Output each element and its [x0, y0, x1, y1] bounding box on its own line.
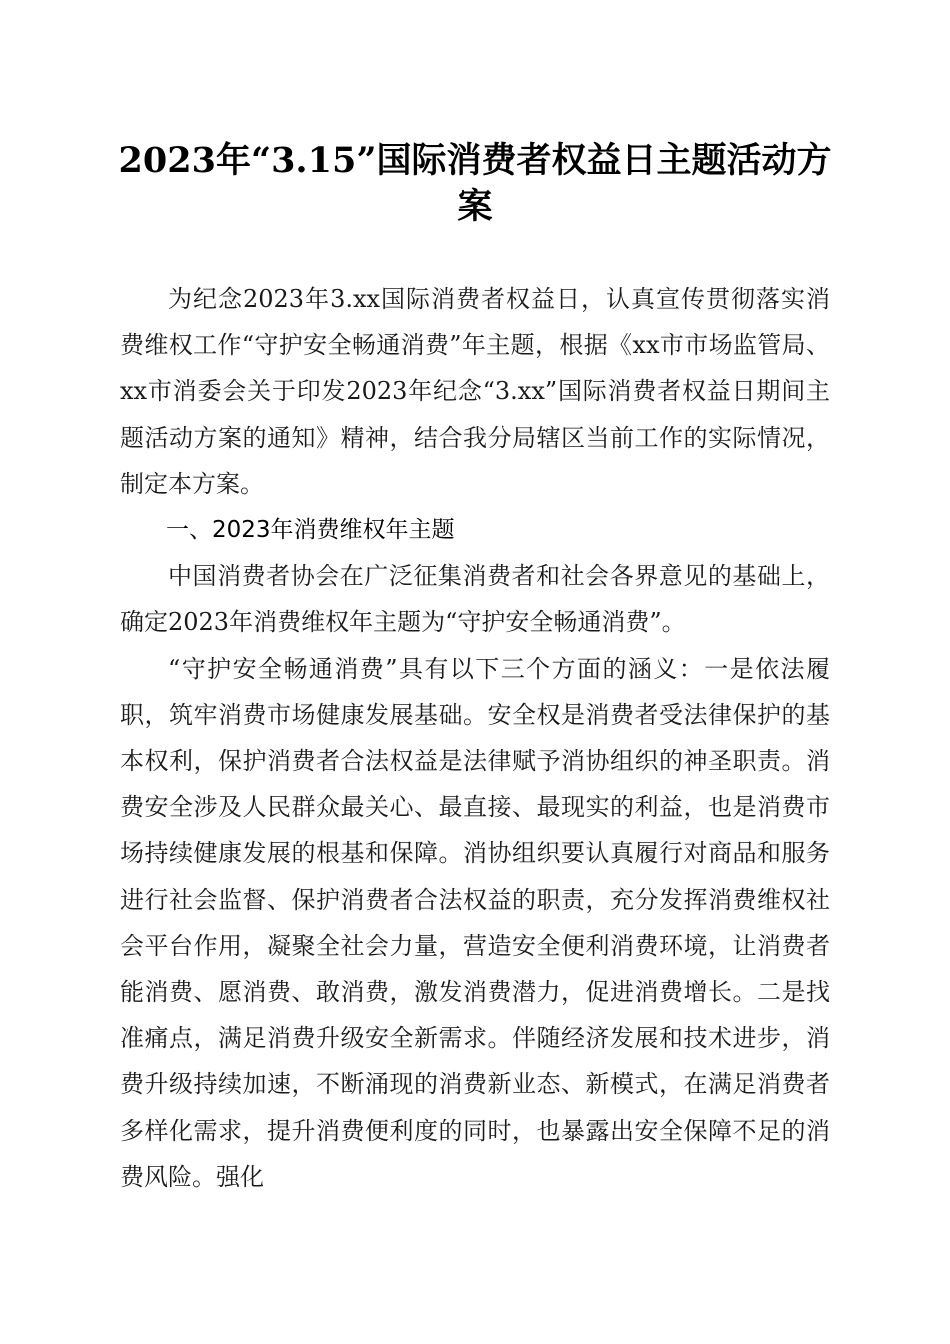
- document-title: [110, 138, 840, 230]
- body-paragraph: “守护安全畅通消费”具有以下三个方面的涵义：一是依法履职，筑牢消费市场健康发展基础。安全权是消费者受法律保护的基本权利，保护消费者合法权益是法律赋予消协组织的神圣职责。消费安全涉及人民群众最关心、最直接、最现实的利益，也是消费市场持续健康发展的根基和保障。消协组织要认真履行对商品和服务进行社会监督、保护消费者合法权益的职责，充分发挥消费维权社会平台作用，凝聚全社会力量，营造安全便利消费环境，让消费者能消费、愿消费、敢消费，激发消费潜力，促进消费增长。二是找准痛点，满足消费升级安全新需求。伴随经济发展和技术进步，消费升级持续加速，不断涌现的消费新业态、新模式，在满足消费者多样化需求，提升消费便利度的同时，也暴露出安全保障不足的消费风险。强化: [120, 654, 830, 1191]
- section-heading-1: 一、2023年消费维权年主题: [166, 517, 455, 544]
- intro-paragraph: 为纪念2023年3.xx国际消费者权益日，认真宣传贯彻落实消费维权工作“守护安全畅通消费”年主题，根据《xx市市场监管局、xx市消委会关于印发2023年纪念“3.xx”国际消费者权益日期间主题活动方案的通知》精神，结合我分局辖区当前工作的实际情况，制定本方案。: [120, 285, 830, 498]
- body-paragraph: 中国消费者协会在广泛征集消费者和社会各界意见的基础上，确定2023年消费维权年主题为“守护安全畅通消费”。: [120, 562, 830, 637]
- title-line-2: 案: [457, 186, 493, 227]
- document-body: [120, 276, 830, 1200]
- title-line-1: 2023年“3.15”国际消费者权益日主题活动方: [118, 140, 832, 181]
